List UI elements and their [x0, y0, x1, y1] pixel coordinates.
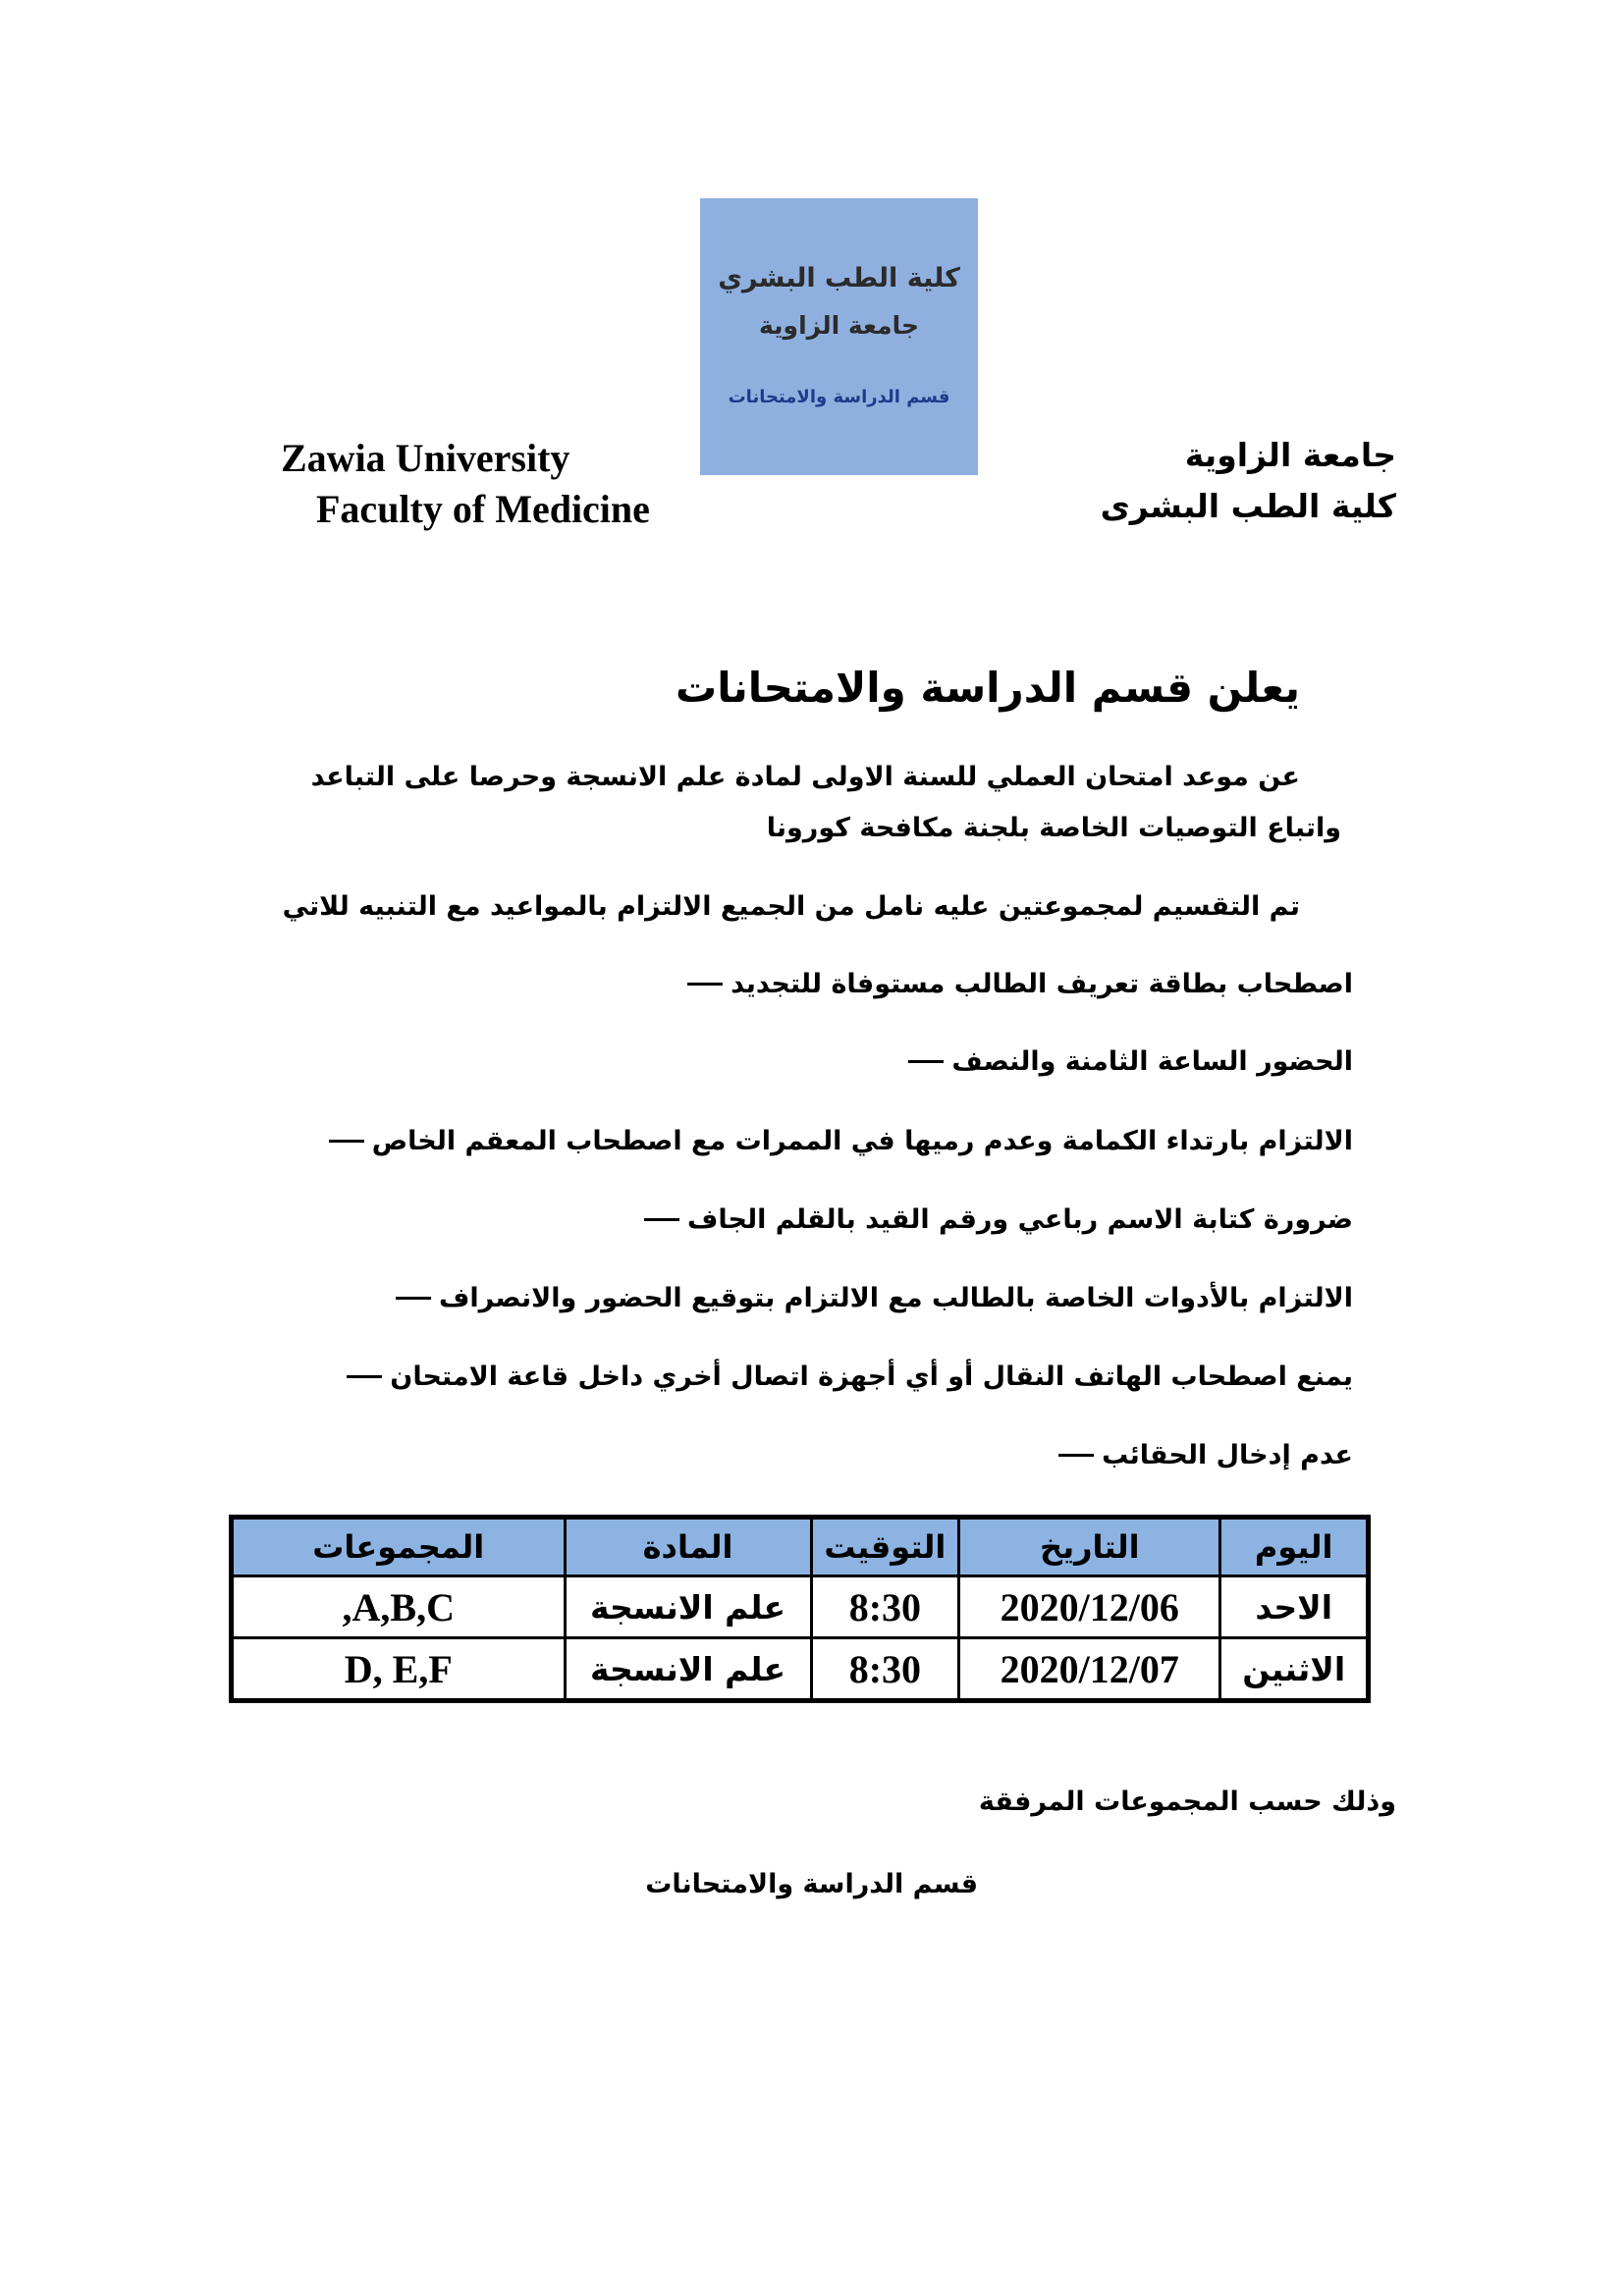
- table-header-row: [232, 1518, 1369, 1576]
- cell-time: 8:30: [811, 1638, 959, 1701]
- table-row: [232, 1576, 1369, 1638]
- rule-item: [908, 1046, 1353, 1077]
- faculty-name-en: Faculty of Medicine: [316, 487, 650, 531]
- cell-day: الاحد: [1220, 1576, 1369, 1638]
- rule-text: ضرورة كتابة الاسم رباعي ورقم القيد بالقلم الجاف: [686, 1204, 1353, 1235]
- intro-line-1: عن موعد امتحان العملي للسنة الاولى لمادة علم الانسجة وحرصا على التباعد: [310, 762, 1300, 792]
- intro-line-2: واتباع التوصيات الخاصة بلجنة مكافحة كورونا: [766, 813, 1341, 843]
- faculty-logo: [700, 198, 978, 475]
- dash-bullet: [396, 1297, 431, 1300]
- announcement-title: يعلن قسم الدراسة والامتحانات: [676, 664, 1300, 712]
- rule-text: الالتزام بارتداء الكمامة وعدم رميها في الممرات مع اصطحاب المعقم الخاص: [371, 1126, 1353, 1156]
- dash-bullet: [644, 1218, 679, 1221]
- department-signature: قسم الدراسة والامتحانات: [645, 1869, 978, 1899]
- dash-bullet: [347, 1375, 382, 1378]
- table-row: [232, 1638, 1369, 1701]
- rule-item: [329, 1126, 1353, 1156]
- exam-schedule-table: [229, 1515, 1371, 1703]
- dash-bullet: [1058, 1454, 1094, 1457]
- logo-university-name: جامعة الزاوية: [758, 311, 920, 340]
- header-subject: المادة: [565, 1518, 811, 1576]
- cell-date: 2020/12/06: [959, 1576, 1220, 1638]
- header-day: اليوم: [1220, 1518, 1369, 1576]
- rule-text: يمنع اصطحاب الهاتف النقال أو أي أجهزة اتصال أخري داخل قاعة الامتحان: [390, 1362, 1353, 1392]
- rule-text: الحضور الساعة الثامنة والنصف: [951, 1046, 1353, 1077]
- cell-date: 2020/12/07: [959, 1638, 1220, 1701]
- rule-item: [644, 1204, 1353, 1235]
- rule-item: [396, 1283, 1353, 1313]
- dash-bullet: [687, 983, 723, 986]
- cell-subject: علم الانسجة: [565, 1638, 811, 1701]
- cell-groups: A,B,C,: [232, 1576, 566, 1638]
- rule-text: عدم إدخال الحقائب: [1102, 1440, 1353, 1470]
- rule-item: [1058, 1440, 1353, 1470]
- logo-faculty-name: كلية الطب البشري: [718, 263, 960, 294]
- university-name-ar: جامعة الزاوية: [1184, 436, 1396, 474]
- dash-bullet: [908, 1060, 944, 1063]
- header-groups: المجموعات: [232, 1518, 566, 1576]
- rule-text: اصطحاب بطاقة تعريف الطالب مستوفاة للتجديد: [731, 969, 1353, 999]
- university-name-en: Zawia University: [281, 436, 570, 480]
- cell-time: 8:30: [811, 1576, 959, 1638]
- header-time: التوقيت: [811, 1518, 959, 1576]
- header-date: التاريخ: [959, 1518, 1220, 1576]
- rule-item: [687, 969, 1353, 999]
- rule-item: [347, 1362, 1353, 1392]
- cell-day: الاثنين: [1220, 1638, 1369, 1701]
- groups-note: وذلك حسب المجموعات المرفقة: [978, 1787, 1396, 1817]
- logo-department-name: قسم الدراسة والامتحانات: [728, 387, 950, 407]
- intro-line-3: تم التقسيم لمجموعتين عليه نامل من الجميع الالتزام بالمواعيد مع التنبيه للاتي: [282, 891, 1300, 922]
- cell-subject: علم الانسجة: [565, 1576, 811, 1638]
- dash-bullet: [329, 1140, 364, 1143]
- faculty-name-ar: كلية الطب البشرى: [1100, 487, 1396, 525]
- rule-text: الالتزام بالأدوات الخاصة بالطالب مع الالتزام بتوقيع الحضور والانصراف: [439, 1283, 1353, 1313]
- cell-groups: D, E,F: [232, 1638, 566, 1701]
